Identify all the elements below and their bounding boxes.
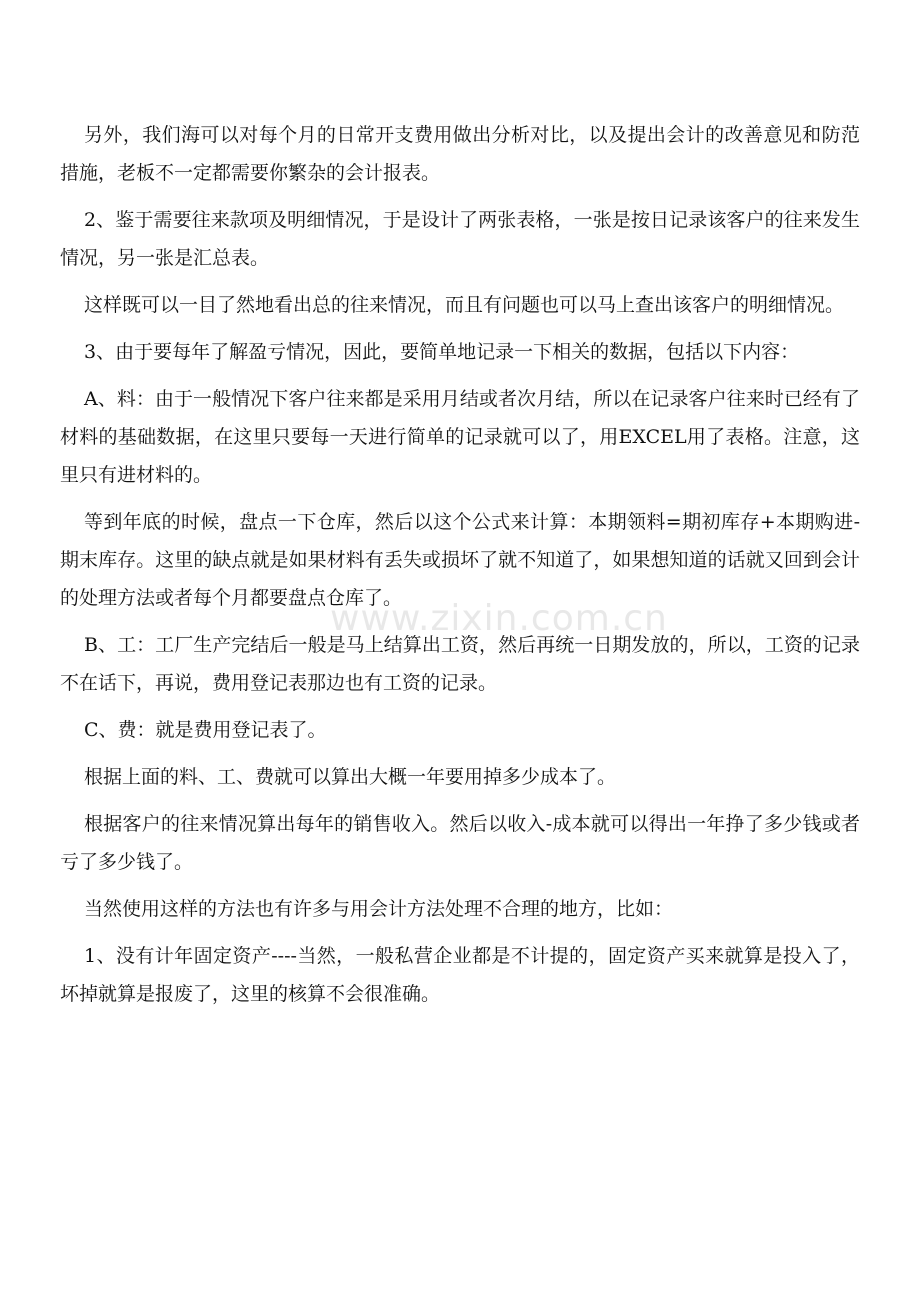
paragraph: 当然使用这样的方法也有许多与用会计方法处理不合理的地方，比如：	[84, 898, 674, 920]
paragraph: 1、没有计年固定资产----当然，一般私营企业都是不计提的，固定资产买来就算是投入了，坏掉就算是报废了，这里的核算不会很准确。	[60, 945, 860, 1005]
paragraph: C、费：就是费用登记表了。	[84, 719, 327, 741]
paragraph: 这样既可以一目了然地看出总的往来情况，而且有问题也可以马上查出该客户的明细情况。	[84, 294, 845, 316]
paragraph: B、工：工厂生产完结后一般是马上结算出工资，然后再统一日期发放的，所以，工资的记录不在话下，再说，费用登记表那边也有工资的记录。	[60, 634, 860, 694]
paragraph: 另外，我们海可以对每个月的日常开支费用做出分析对比，以及提出会计的改善意见和防范措施，老板不一定都需要你繁杂的会计报表。	[60, 124, 860, 184]
paragraph: 等到年底的时候，盘点一下仓库，然后以这个公式来计算：本期领料=期初库存+本期购进-期末库存。这里的缺点就是如果材料有丢失或损坏了就不知道了，如果想知道的话就又回到会计的处理方法或者每个月都要盘点仓库了。	[60, 511, 860, 609]
paragraph: 根据上面的料、工、费就可以算出大概一年要用掉多少成本了。	[84, 766, 617, 788]
paragraph: 3、由于要每年了解盈亏情况，因此，要简单地记录一下相关的数据，包括以下内容：	[84, 341, 800, 363]
document-body	[60, 116, 860, 1022]
paragraph: A、料：由于一般情况下客户往来都是采用月结或者次月结，所以在记录客户往来时已经有了材料的基础数据，在这里只要每一天进行简单的记录就可以了，用EXCEL用了表格。注意，这里只有进材料的。	[60, 388, 860, 486]
watermark: www.zixin.com.cn	[330, 598, 668, 639]
paragraph: 2、鉴于需要往来款项及明细情况，于是设计了两张表格，一张是按日记录该客户的往来发生情况，另一张是汇总表。	[60, 209, 860, 269]
paragraph: 根据客户的往来情况算出每年的销售收入。然后以收入-成本就可以得出一年挣了多少钱或者亏了多少钱了。	[60, 813, 860, 873]
